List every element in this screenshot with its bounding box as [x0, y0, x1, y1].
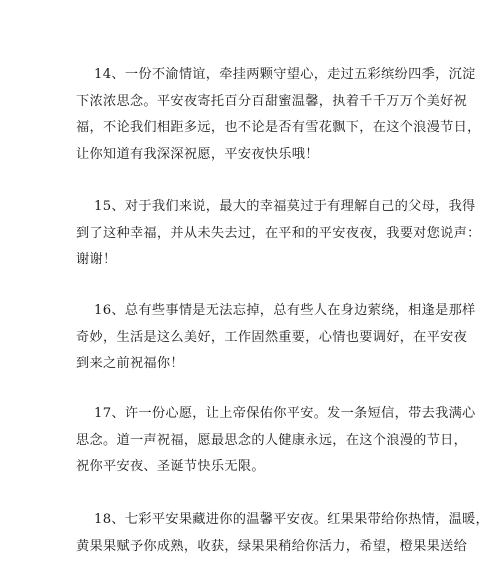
- paragraph-18: [76, 507, 490, 560]
- text-line: 15、对于我们来说，最大的幸福莫过于有理解自己的父母，我得: [94, 199, 476, 214]
- text-line: 黄果果赋予你成熟，收获，绿果果稍给你活力，希望，橙果果送给: [76, 538, 468, 554]
- text-line: 谢谢！: [76, 252, 117, 267]
- text-line: 14、一份不渝情谊，牵挂两颗守望心，走过五彩缤纷四季，沉淀: [94, 67, 476, 82]
- text-line: 到了这种幸福，并从未失去过，在平和的平安夜夜，我要对您说声：: [76, 225, 481, 241]
- text-line: 下浓浓思念。平安夜寄托百分百甜蜜温馨，执着千千万万个美好祝: [76, 93, 468, 109]
- paragraph-14: [76, 62, 481, 168]
- paragraph-16: [76, 298, 476, 378]
- text-line: 16、总有些事情是无法忘掉，总有些人在身边萦绕，相逢是那样: [94, 303, 476, 318]
- text-line: 到来之前祝福你！: [76, 356, 184, 371]
- text-line: 福，不论我们相距多远，也不论是否有雪花飘下，在这个浪漫节日，: [76, 120, 481, 135]
- paragraph-15: [76, 194, 481, 274]
- text-line: 奇妙，生活是这么美好，工作固然重要，心情也要调好，在平安夜: [76, 329, 468, 345]
- text-line: 思念。道一声祝福，愿最思念的人健康永远，在这个浪漫的节日，: [76, 432, 468, 448]
- paragraph-17: [76, 401, 476, 481]
- text-line: 17、许一份心愿，让上帝保佑你平安。发一条短信，带去我满心: [94, 406, 476, 421]
- text-line: 让你知道有我深深祝愿，平安夜快乐哦！: [76, 146, 319, 162]
- text-line: 祝你平安夜、圣诞节快乐无限。: [76, 459, 265, 474]
- text-line: 18、七彩平安果藏进你的温馨平安夜。红果果带给你热情，温暖，: [94, 512, 490, 527]
